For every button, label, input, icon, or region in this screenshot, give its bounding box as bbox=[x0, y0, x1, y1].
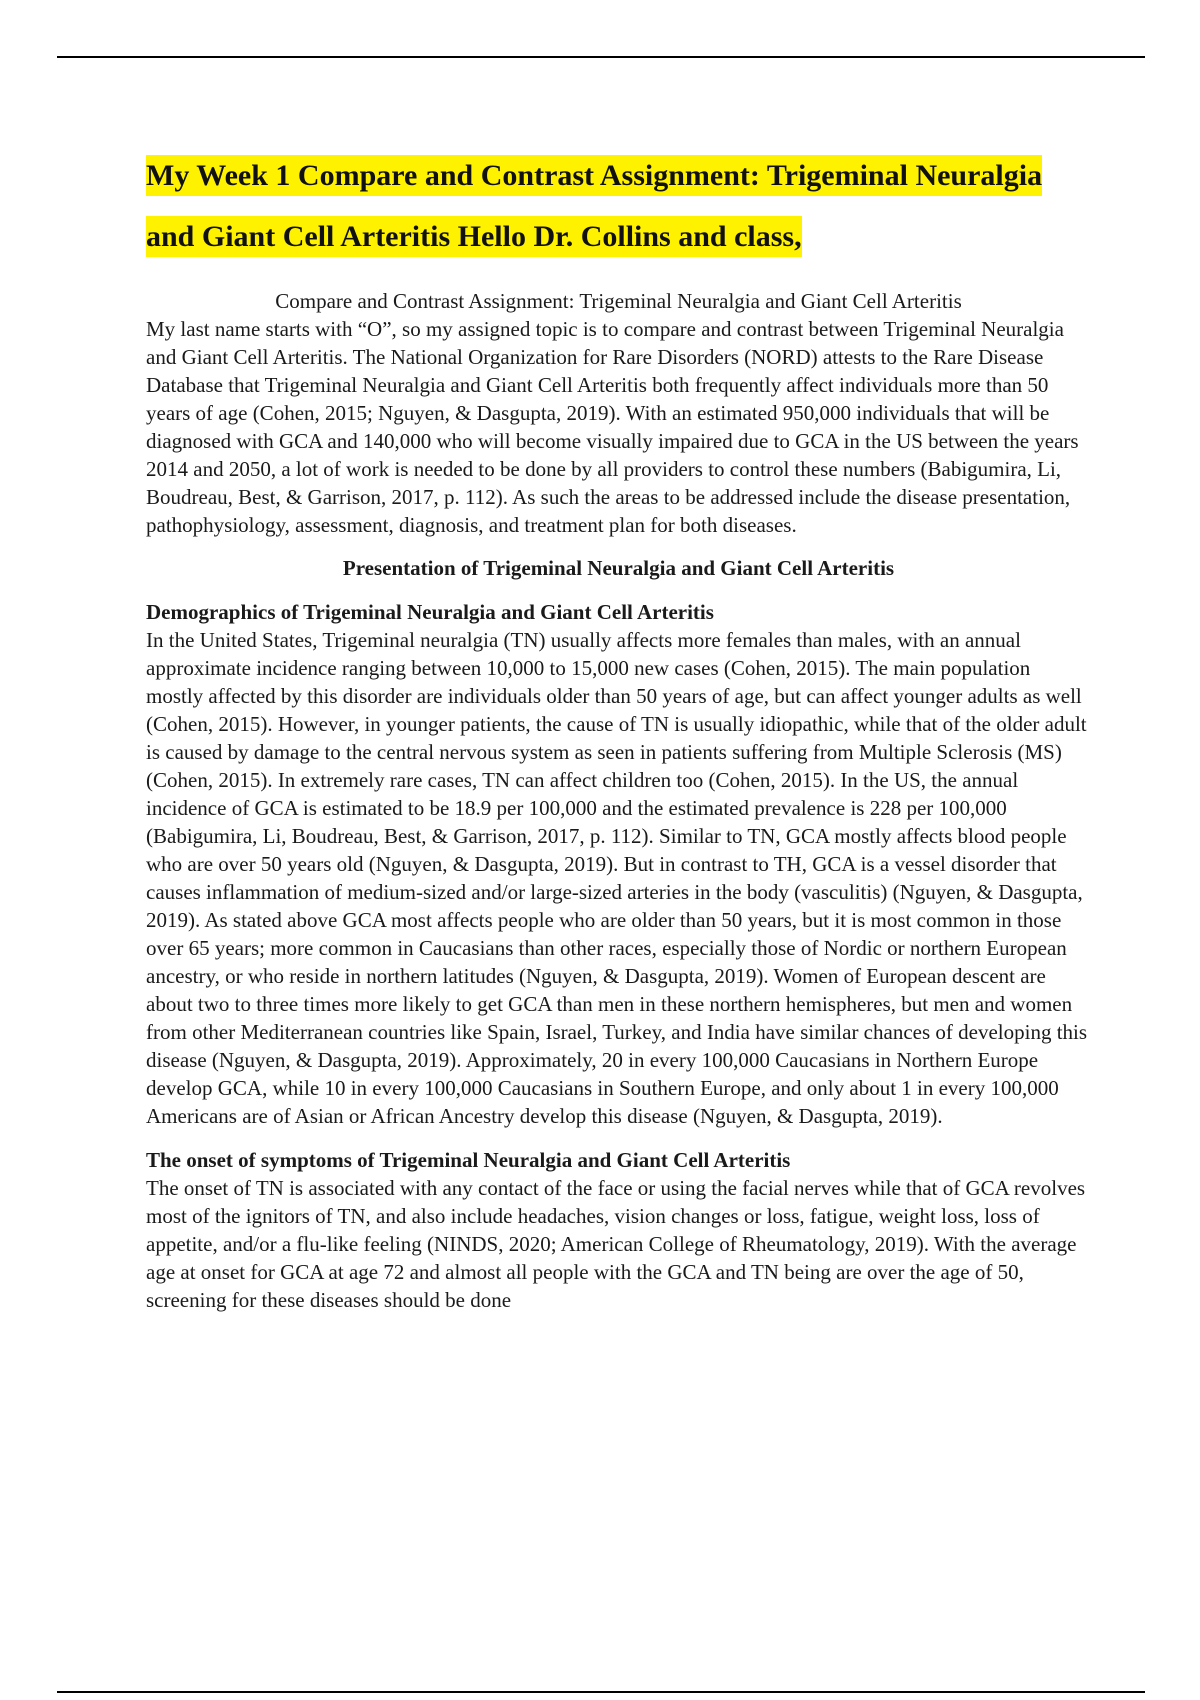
title-highlight: My Week 1 Compare and Contrast Assignment: Trigeminal Neuralgia and Giant Cell Arteritis Hello Dr. Collins and class, bbox=[146, 155, 1042, 257]
top-rule bbox=[57, 56, 1145, 58]
document-body bbox=[146, 145, 1091, 1314]
subheading-demographics: Demographics of Trigeminal Neuralgia and Giant Cell Arteritis bbox=[146, 600, 714, 624]
bottom-rule bbox=[57, 1691, 1145, 1693]
document-subtitle: Compare and Contrast Assignment: Trigeminal Neuralgia and Giant Cell Arteritis bbox=[275, 289, 962, 313]
section-heading-presentation: Presentation of Trigeminal Neuralgia and Giant Cell Arteritis bbox=[342, 556, 895, 580]
onset-paragraph: The onset of TN is associated with any contact of the face or using the facial nerves while that of GCA revolves most of the ignitors of TN, and also include headaches, vision changes or loss, fatigue, weight loss, loss of appetite, and/or a flu-like feeling (NINDS, 2020; American College of Rheumatology, 2019). With the average age at onset for GCA at age 72 and almost all people with the GCA and TN being are over the age of 50, screening for these diseases should be done bbox=[146, 1176, 1086, 1312]
intro-paragraph: My last name starts with “O”, so my assigned topic is to compare and contrast between Trigeminal Neuralgia and Giant Cell Arteritis. The National Organization for Rare Disorders (NORD) attests to the Rare Disease Database that Trigeminal Neuralgia and Giant Cell Arteritis both frequently affect individuals more than 50 years of age (Cohen, 2015; Nguyen, & Dasgupta, 2019). With an estimated 950,000 individuals that will be diagnosed with GCA and 140,000 who will become visually impaired due to GCA in the US between the years 2014 and 2050, a lot of work is needed to be done by all providers to control these numbers (Babigumira, Li, Boudreau, Best, & Garrison, 2017, p. 112). As such the areas to be addressed include the disease presentation, pathophysiology, assessment, diagnosis, and treatment plan for both diseases. bbox=[146, 317, 1079, 537]
demographics-paragraph: In the United States, Trigeminal neuralgia (TN) usually affects more females than males, with an annual approximate incidence ranging between 10,000 to 15,000 new cases (Cohen, 2015). The main population mostly affected by this disorder are individuals older than 50 years of age, but can affect younger adults as well (Cohen, 2015). However, in younger patients, the cause of TN is usually idiopathic, while that of the older adult is caused by damage to the central nervous system as seen in patients suffering from Multiple Sclerosis (MS) (Cohen, 2015). In extremely rare cases, TN can affect children too (Cohen, 2015). In the US, the annual incidence of GCA is estimated to be 18.9 per 100,000 and the estimated prevalence is 228 per 100,000 (Babigumira, Li, Boudreau, Best, & Garrison, 2017, p. 112). Similar to TN, GCA mostly affects blood people who are over 50 years old (Nguyen, & Dasgupta, 2019). But in contrast to TH, GCA is a vessel disorder that causes inflammation of medium-sized and/or large-sized arteries in the body (vasculitis) (Nguyen, & Dasgupta, 2019). As stated above GCA most affects people who are older than 50 years, but it is most common in those over 65 years; more common in Caucasians than other races, especially those of Nordic or northern European ancestry, or who reside in northern latitudes (Nguyen, & Dasgupta, 2019). Women of European descent are about two to three times more likely to get GCA than men in these northern hemispheres, but men and women from other Mediterranean countries like Spain, Israel, Turkey, and India have similar chances of developing this disease (Nguyen, & Dasgupta, 2019). Approximately, 20 in every 100,000 Caucasians in Northern Europe develop GCA, while 10 in every 100,000 Caucasians in Southern Europe, and only about 1 in every 100,000 Americans are of Asian or African Ancestry develop this disease (Nguyen, & Dasgupta, 2019). bbox=[146, 628, 1088, 1128]
document-title bbox=[146, 145, 1091, 267]
subheading-onset: The onset of symptoms of Trigeminal Neuralgia and Giant Cell Arteritis bbox=[146, 1148, 791, 1172]
